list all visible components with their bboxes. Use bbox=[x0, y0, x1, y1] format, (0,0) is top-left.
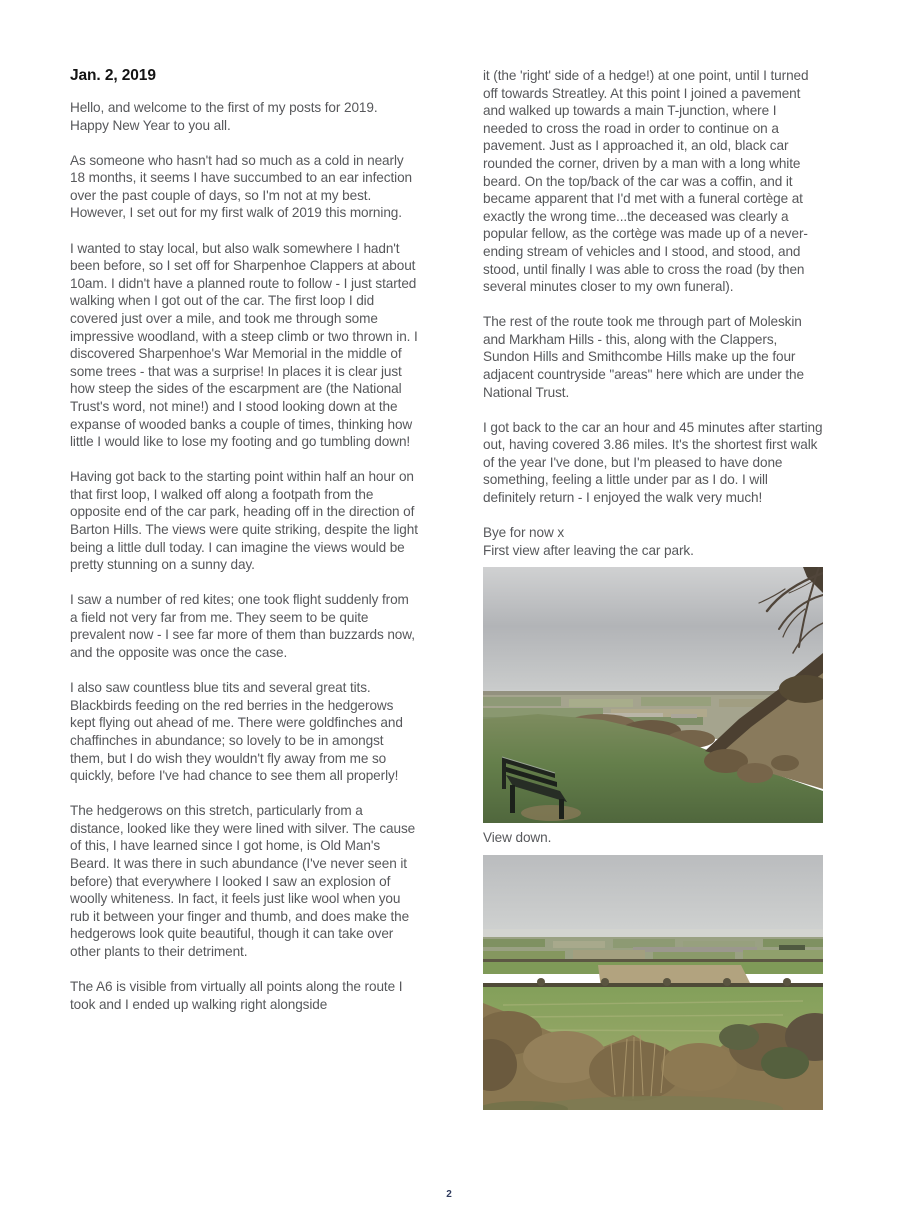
photo-caption: View down. bbox=[483, 830, 552, 846]
post-paragraph: Having got back to the starting point within half an hour on that first loop, I walked off along a footpath from the opposite end of the car park, heading off in the direction of Barton Hills. The views were quite striking, despite the light being a little dull today. I can imagine the views would be pretty stunning on a sunny day. bbox=[70, 469, 418, 573]
post-paragraph: I also saw countless blue tits and several great tits. Blackbirds feeding on the red berries in the hedgerows kept flying out ahead of me. There were goldfinches and chaffinches in abundance; so lovely to be in amongst them, but I do wish they wouldn't fly away from me so quickly, before I've had chance to see them all properly! bbox=[70, 680, 403, 784]
post-paragraph: The A6 is visible from virtually all points along the route I took and I ended up walking right alongside bbox=[70, 979, 403, 1012]
first-view-photo bbox=[483, 567, 823, 823]
right-text-column bbox=[483, 67, 823, 1110]
post-paragraph: Hello, and welcome to the first of my posts for 2019. Happy New Year to you all. bbox=[70, 100, 378, 133]
page-number: 2 bbox=[446, 1189, 452, 1200]
left-text-column bbox=[70, 67, 418, 1031]
post-paragraph: I got back to the car an hour and 45 minutes after starting out, having covered 3.86 miles. It's the shortest first walk of the year I've done, but I'm pleased to have done something, feeling a little under par as I do. I will definitely return - I enjoyed the walk very much! bbox=[483, 419, 823, 506]
signoff-line: Bye for now x bbox=[483, 525, 565, 541]
post-paragraph: The rest of the route took me through part of Moleskin and Markham Hills - this, along with the Clappers, Sundon Hills and Smithcombe Hills make up the four adjacent countryside "areas" here which are under the National Trust. bbox=[483, 314, 804, 400]
post-paragraph: I wanted to stay local, but also walk somewhere I hadn't been before, so I set off for Sharpenhoe Clappers at about 10am. I didn't have a planned route to follow - I just started walking when I got out of the car. The first loop I did covered just over a mile, and took me through some impressive woodland, with a steep climb or two thrown in. I discovered Sharpenhoe's War Memorial in the middle of some trees - that was a surprise! In places it is clear just how steep the sides of the escarpment are (the National Trust's word, not mine!) and I stood looking down at the expanse of wooded banks a couple of times, thinking how little I would like to lose my footing and go tumbling down! bbox=[70, 240, 418, 450]
post-paragraph: The hedgerows on this stretch, particularly from a distance, looked like they were lined with silver. The cause of this, I have learned since I got home, is Old Man's Beard. It was there in such abundance (I've never seen it before) that everywhere I looked I saw an explosion of woolly whiteness. In fact, it feels just like wool when you rub it between your finger and thumb, and does make the hedgerows look quite beautiful, though it can take over other plants to their detriment. bbox=[70, 803, 416, 959]
view-down-photo bbox=[483, 855, 823, 1110]
post-paragraph: it (the 'right' side of a hedge!) at one point, until I turned off towards Streatley. At this point I joined a pavement and walked up towards a main T-junction, where I needed to cross the road in order to continue on a pavement. Just as I approached it, an old, black car rounded the corner, driven by a man with a long white beard. On the top/back of the car was a coffin, and it became apparent that I'd met with a funeral cortège at exactly the wrong time...the deceased was clearly a popular fellow, as the cortège was made up of a never-ending stream of vehicles and I stood, and stood, and stood, until finally I was able to cross the road (by then several minutes closer to my own funeral). bbox=[483, 68, 809, 295]
post-date-heading: Jan. 2, 2019 bbox=[70, 67, 156, 84]
photo-caption: First view after leaving the car park. bbox=[483, 542, 694, 558]
post-paragraph: I saw a number of red kites; one took flight suddenly from a field not very far from me. They seem to be quite prevalent now - I see far more of them than buzzards now, and the opposite was once the case. bbox=[70, 592, 415, 661]
post-paragraph: As someone who hasn't had so much as a cold in nearly 18 months, it seems I have succumbed to an ear infection over the past couple of days, so I'm not at my best. However, I set out for my first walk of 2019 this morning. bbox=[70, 152, 412, 221]
